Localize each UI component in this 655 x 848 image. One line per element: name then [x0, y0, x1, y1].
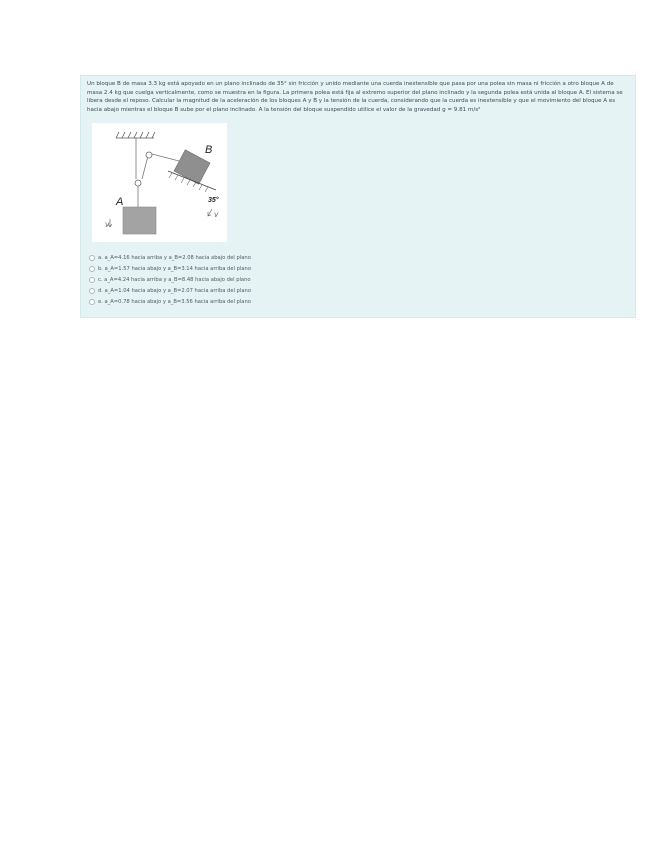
label-b: B	[205, 144, 213, 156]
question-card	[80, 75, 636, 318]
angle-label: 35°	[208, 197, 219, 204]
rope-to-block-b	[152, 154, 179, 161]
radio-button[interactable]	[89, 299, 95, 305]
radio-button[interactable]	[89, 277, 95, 283]
option-label: c. a_A=4.24 hacia arriba y a_B=8.48 hacia abajo del plano	[98, 276, 251, 283]
physics-figure	[92, 123, 227, 242]
option-e[interactable]	[89, 296, 289, 307]
block-a	[123, 207, 156, 234]
option-b[interactable]	[89, 263, 289, 274]
question-text: Un bloque B de masa 3.3 kg está apoyado en un plano inclinado de 35° sin fricción y unido mediante una cuerda inextensible que pasa por una polea sin masa ni fricción a otro bloque A de masa 2.4 kg que cuelga verticalmente, como se muestra en la figura. La primera polea está fija al extremo superior del plano inclinado y la segunda polea está unida al bloque A. El sistema se libera desde el reposo. Calcular la magnitud de la aceleración de los bloques A y B y la tensión de la cuerda, considerando que la cuerda es inextensible y que el movimiento del bloque A es hacia abajo mientras el bloque B sube por el plano inclinado. A la tensión del bloque suspendido utilice el valor de la gravedad g = 9.81 m/s²	[87, 81, 623, 114]
label-a: A	[116, 196, 124, 208]
option-a[interactable]	[89, 252, 289, 263]
velocity-label-a: V	[105, 223, 110, 229]
rope-to-fixed-pulley	[142, 156, 148, 179]
ceiling-hatch	[116, 132, 155, 138]
radio-button[interactable]	[89, 266, 95, 272]
radio-button[interactable]	[89, 288, 95, 294]
option-label: b. a_A=1.57 hacia abajo y a_B=3.14 hacia arriba del plano	[98, 265, 252, 272]
pulley-incline-diagram	[92, 123, 227, 242]
velocity-label-b: V	[214, 213, 219, 219]
option-label: e. a_A=0.78 hacia abajo y a_B=3.56 hacia arriba del plano	[98, 298, 251, 305]
moving-pulley	[135, 180, 141, 186]
fixed-pulley	[146, 152, 152, 158]
option-label: d. a_A=1.04 hacia abajo y a_B=2.07 hacia arriba del plano	[98, 287, 252, 294]
answer-options	[89, 252, 289, 307]
option-d[interactable]	[89, 285, 289, 296]
option-label: a. a_A=4.16 hacia arriba y a_B=2.08 hacia abajo del plano	[98, 254, 251, 261]
radio-button[interactable]	[89, 255, 95, 261]
velocity-arrow-b	[208, 209, 212, 216]
option-c[interactable]	[89, 274, 289, 285]
